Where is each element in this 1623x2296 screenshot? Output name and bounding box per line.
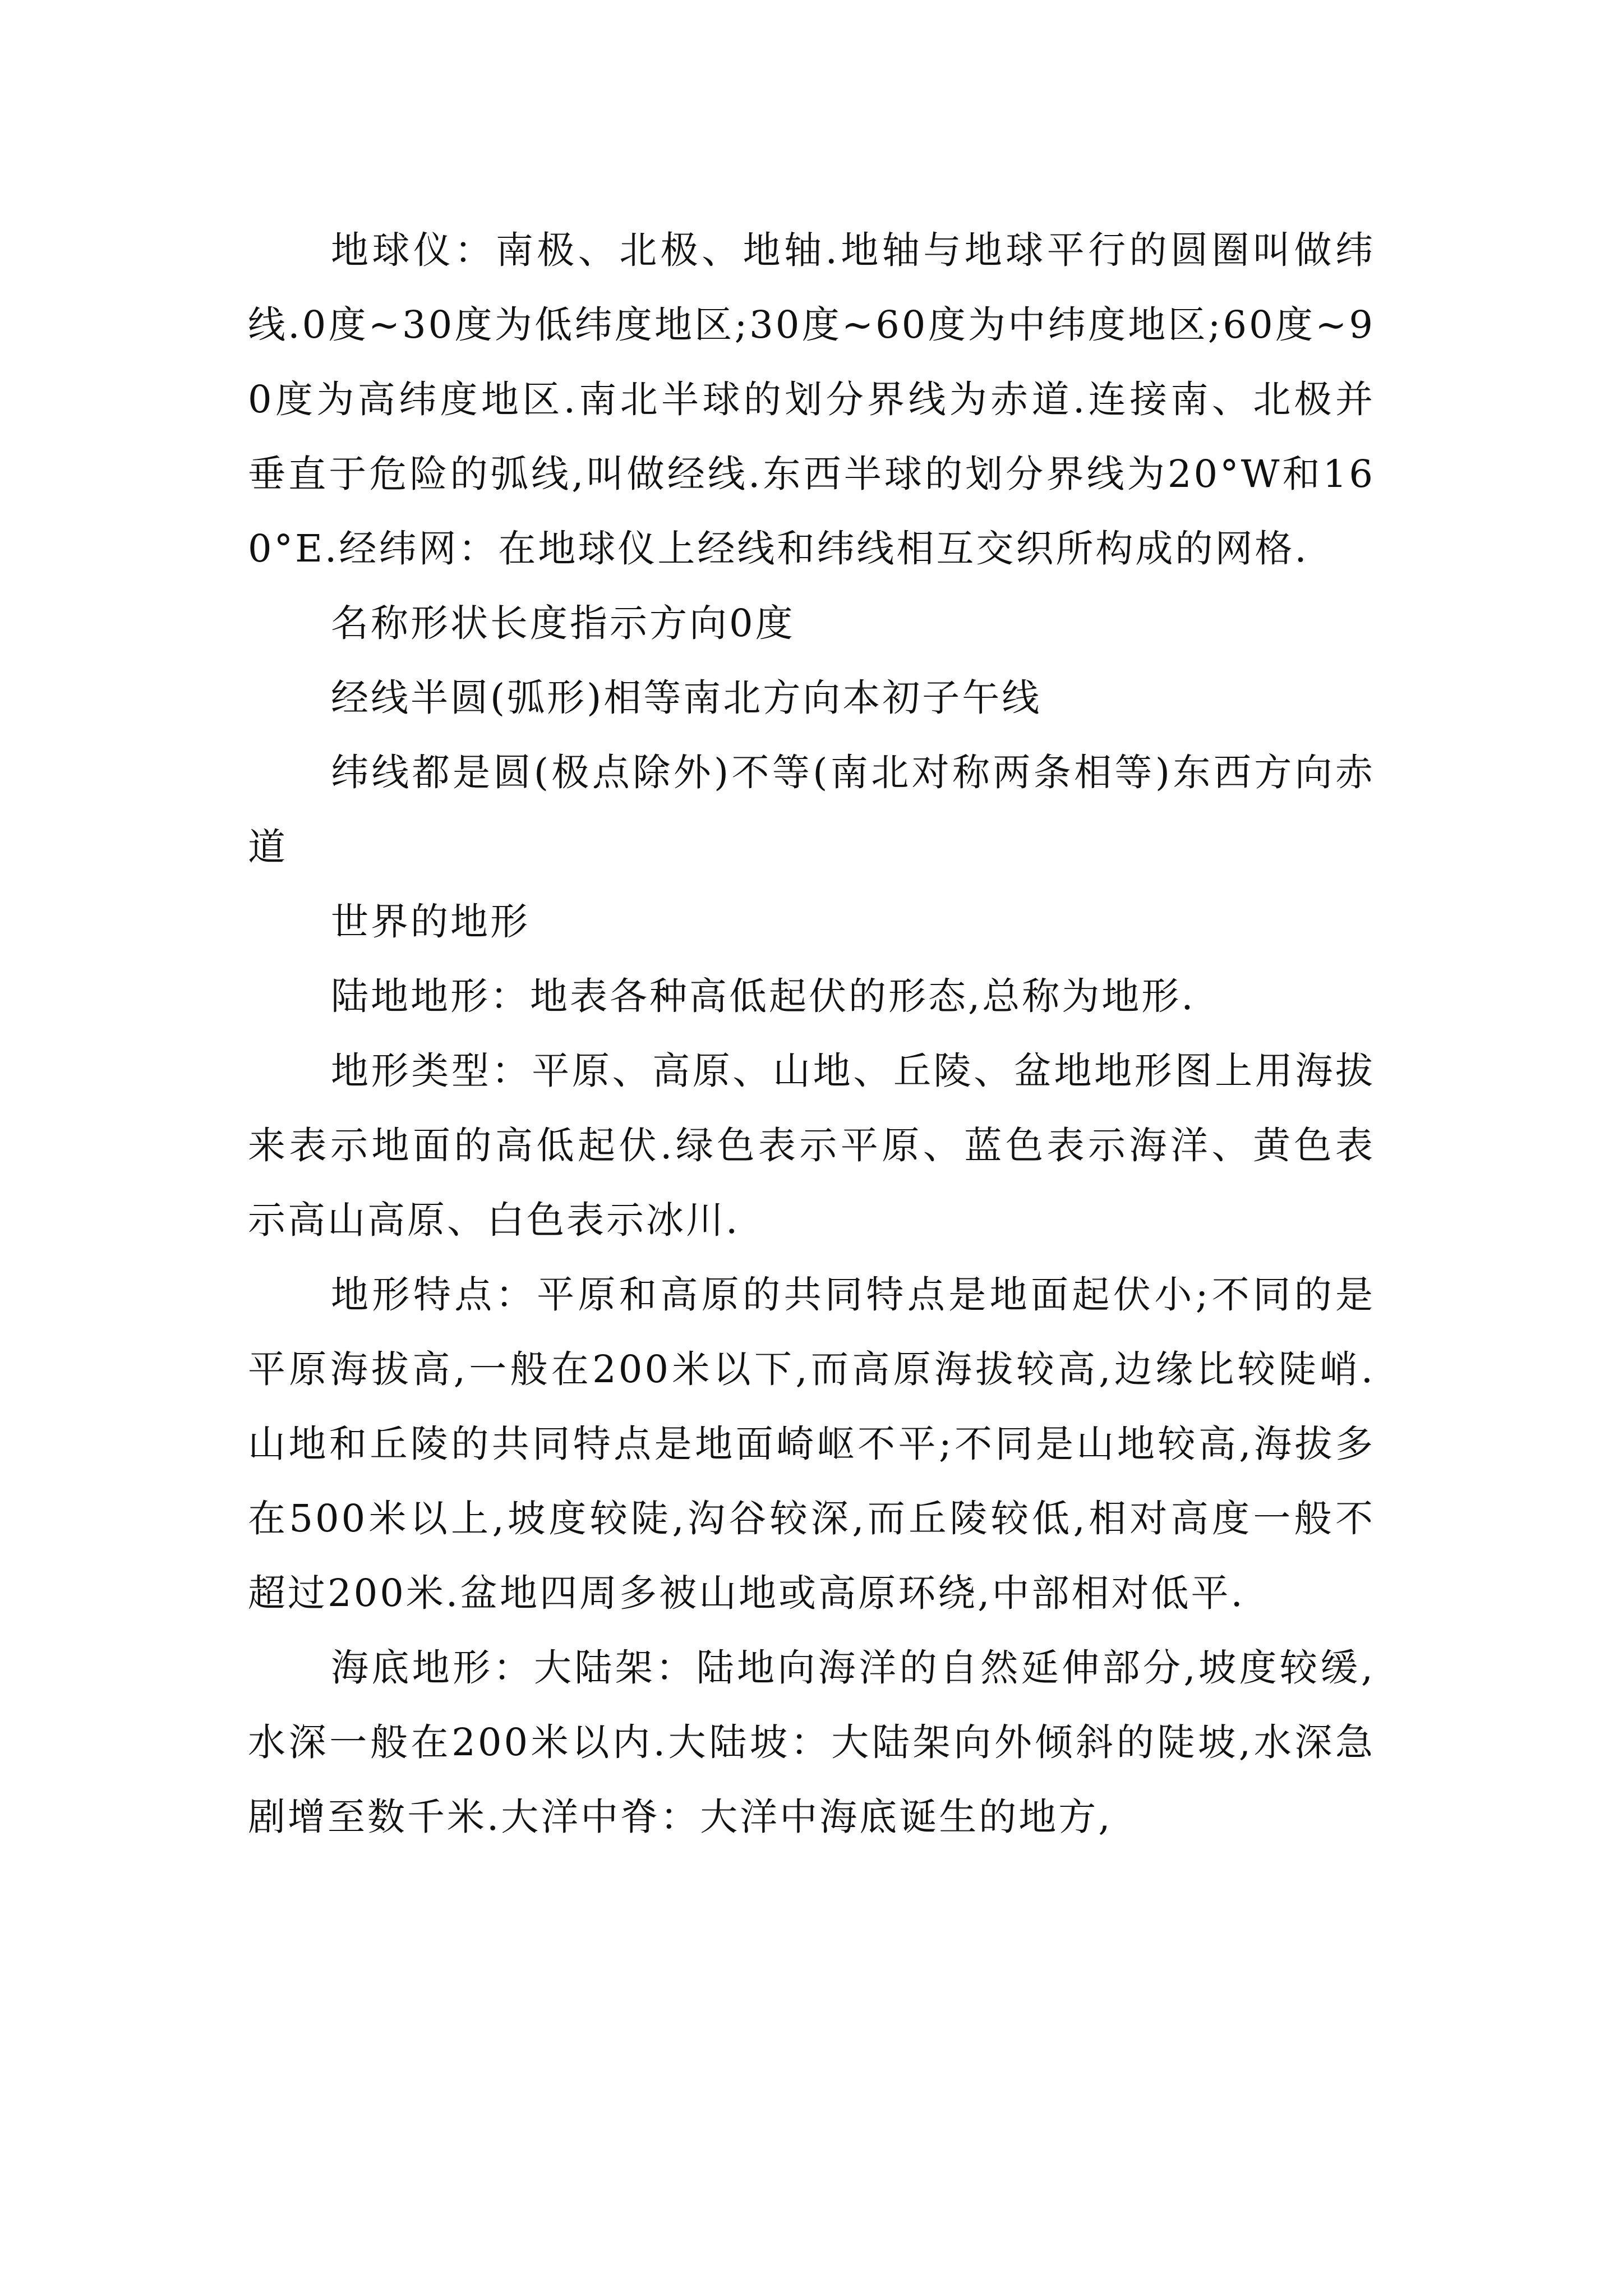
paragraph-seafloor-terrain: 海底地形：大陆架：陆地向海洋的自然延伸部分,坡度较缓,水深一般在200米以内.大陆坡：大陆架向外倾斜的陡坡,水深急剧增至数千米.大洋中脊：大洋中海底诞生的地方, [248,1646,1375,1839]
document-body [248,213,1375,1855]
paragraph-terrain-features: 地形特点：平原和高原的共同特点是地面起伏小;不同的是平原海拔高,一般在200米以下,而高原海拔较高,边缘比较陡峭.山地和丘陵的共同特点是地面崎岖不平;不同是山地较高,海拔多在500米以上,坡度较陡,沟谷较深,而丘陵较低,相对高度一般不超过200米.盆地四周多被山地或高原环绕,中部相对低平. [248,1273,1375,1615]
section-heading-world-terrain: 世界的地形 [331,900,530,944]
paragraph-meridian-row: 经线半圆(弧形)相等南北方向本初子午线 [331,676,1042,720]
paragraph-terrain-types: 地形类型：平原、高原、山地、丘陵、盆地地形图上用海拔来表示地面的高低起伏.绿色表示平原、蓝色表示海洋、黄色表示高山高原、白色表示冰川. [248,1049,1375,1242]
paragraph-land-terrain: 陆地地形：地表各种高低起伏的形态,总称为地形. [331,974,1196,1018]
paragraph-parallel-row: 纬线都是圆(极点除外)不等(南北对称两条相等)东西方向赤道 [248,751,1375,869]
paragraph-table-header: 名称形状长度指示方向0度 [331,601,795,645]
paragraph-globe: 地球仪：南极、北极、地轴.地轴与地球平行的圆圈叫做纬线.0度~30度为低纬度地区;30度~60度为中纬度地区;60度~90度为高纬度地区.南北半球的划分界线为赤道.连接南、北极并垂直于危险的弧线,叫做经线.东西半球的划分界线为20°W和160°E.经纬网：在地球仪上经线和纬线相互交织所构成的网格. [248,228,1375,570]
